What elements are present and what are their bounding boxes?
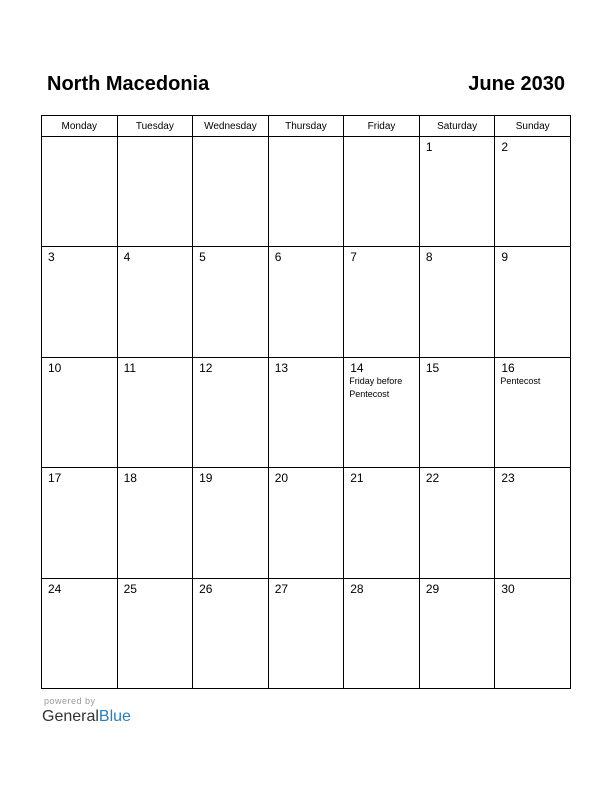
day-cell bbox=[42, 578, 118, 688]
day-cell bbox=[117, 137, 193, 247]
day-cell bbox=[495, 468, 571, 578]
day-number: 21 bbox=[350, 471, 364, 486]
day-cell bbox=[268, 247, 344, 357]
day-number bbox=[344, 137, 419, 140]
day-number: 2 bbox=[501, 140, 509, 154]
day-cell bbox=[419, 247, 495, 357]
day-number: 14 bbox=[350, 360, 364, 375]
day-cell bbox=[268, 468, 344, 578]
week-row bbox=[42, 578, 571, 688]
week-row bbox=[42, 247, 571, 357]
holiday-label: Pentecost bbox=[500, 375, 541, 386]
day-cell bbox=[42, 137, 118, 247]
day-cell bbox=[495, 137, 571, 247]
day-number: 23 bbox=[501, 471, 515, 486]
day-number bbox=[193, 137, 268, 140]
day-number: 8 bbox=[425, 250, 433, 265]
day-number: 15 bbox=[425, 360, 440, 375]
calendar-month-title: June 2030 bbox=[468, 73, 565, 95]
day-cell bbox=[344, 247, 420, 357]
day-number: 20 bbox=[274, 471, 289, 486]
day-cell bbox=[193, 137, 269, 247]
day-number: 18 bbox=[123, 471, 137, 486]
day-cell bbox=[42, 468, 118, 578]
brand-name-general: General bbox=[42, 708, 99, 725]
day-number bbox=[118, 137, 193, 140]
day-cell bbox=[495, 357, 571, 467]
day-number: 26 bbox=[199, 581, 213, 596]
day-number bbox=[42, 137, 117, 140]
day-cell bbox=[268, 578, 344, 688]
day-number: 10 bbox=[48, 360, 62, 375]
day-number: 19 bbox=[199, 471, 213, 486]
day-cell bbox=[117, 357, 193, 467]
day-cell bbox=[495, 578, 571, 688]
day-cell bbox=[268, 357, 344, 467]
day-cell bbox=[117, 247, 193, 357]
calendar-country-title: North Macedonia bbox=[47, 73, 210, 95]
day-cell bbox=[344, 357, 420, 467]
day-number: 13 bbox=[274, 360, 289, 375]
day-cell bbox=[193, 357, 269, 467]
day-number: 16 bbox=[501, 360, 515, 375]
weekday-header: Saturday bbox=[419, 116, 495, 137]
day-number: 22 bbox=[425, 471, 440, 486]
day-cell bbox=[117, 578, 193, 688]
day-number: 6 bbox=[274, 250, 282, 265]
day-number: 27 bbox=[274, 581, 289, 596]
weekday-header-row bbox=[42, 116, 571, 137]
day-number: 25 bbox=[123, 581, 137, 596]
brand-name-blue: Blue bbox=[98, 708, 131, 725]
day-number: 30 bbox=[501, 581, 515, 596]
day-number: 12 bbox=[199, 360, 213, 375]
day-cell bbox=[419, 357, 495, 467]
day-cell bbox=[495, 247, 571, 357]
day-number: 29 bbox=[425, 581, 440, 596]
week-row bbox=[42, 357, 571, 467]
weekday-header: Sunday bbox=[495, 116, 571, 137]
week-row bbox=[42, 137, 571, 247]
day-cell bbox=[344, 578, 420, 688]
day-number: 4 bbox=[123, 250, 131, 265]
day-cell bbox=[193, 247, 269, 357]
weekday-header: Friday bbox=[344, 116, 420, 137]
week-row bbox=[42, 468, 571, 578]
holiday-label: Friday before Pentecost bbox=[349, 375, 403, 399]
day-cell bbox=[419, 578, 495, 688]
weekday-header: Thursday bbox=[268, 116, 344, 137]
day-cell bbox=[419, 137, 495, 247]
day-cell bbox=[42, 357, 118, 467]
day-cell bbox=[268, 137, 344, 247]
day-cell bbox=[344, 137, 420, 247]
day-number: 24 bbox=[48, 581, 62, 596]
day-cell bbox=[117, 468, 193, 578]
day-number bbox=[269, 137, 344, 140]
day-number: 11 bbox=[123, 360, 137, 375]
day-cell bbox=[419, 468, 495, 578]
day-cell bbox=[42, 247, 118, 357]
day-number: 1 bbox=[425, 140, 433, 154]
brand-logo bbox=[42, 707, 131, 727]
day-cell bbox=[344, 468, 420, 578]
weekday-header: Tuesday bbox=[117, 116, 193, 137]
day-cell bbox=[193, 578, 269, 688]
day-number: 9 bbox=[501, 250, 509, 265]
calendar-grid bbox=[41, 115, 571, 689]
day-number: 5 bbox=[199, 250, 206, 265]
footer-branding bbox=[42, 696, 131, 727]
day-number: 7 bbox=[350, 250, 357, 265]
day-number: 28 bbox=[350, 581, 364, 596]
day-number: 3 bbox=[48, 250, 55, 265]
day-number: 17 bbox=[48, 471, 62, 486]
powered-by-label: powered by bbox=[44, 696, 96, 706]
day-cell bbox=[193, 468, 269, 578]
weekday-header: Monday bbox=[42, 116, 118, 137]
weekday-header: Wednesday bbox=[193, 116, 269, 137]
